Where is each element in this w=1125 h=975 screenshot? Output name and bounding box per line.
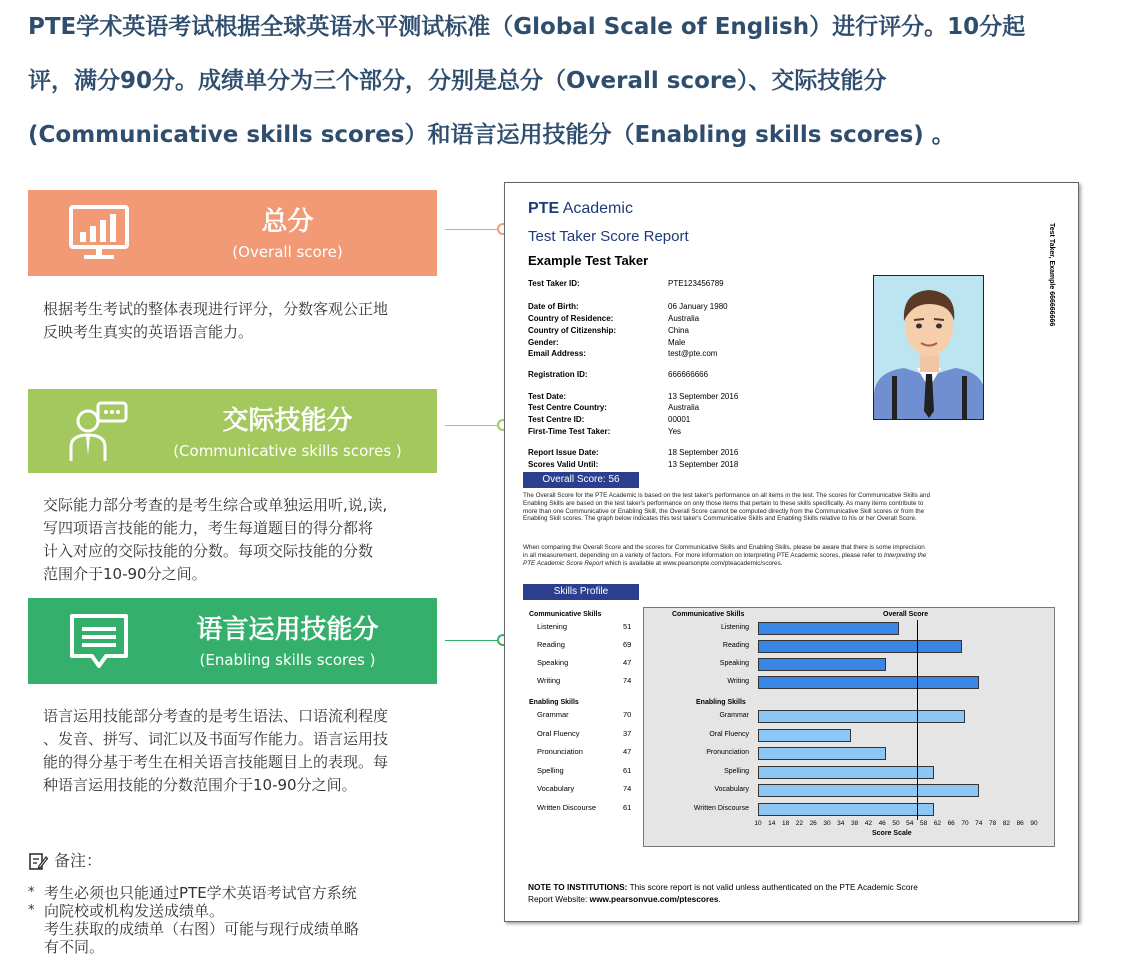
skill-score-row (523, 676, 641, 686)
axis-tick-label: 14 (768, 820, 776, 827)
bar-chart-monitor-icon (68, 202, 130, 264)
bullet-mark: * (28, 885, 35, 900)
footer-url: www.pearsonvue.com/ptescores (589, 894, 719, 904)
chart-scale-label: Score Scale (872, 830, 912, 837)
desc-line: 语言运用技能部分考查的是考生语法、口语流利程度 (43, 707, 389, 725)
axis-tick-label: 42 (864, 820, 872, 827)
intro-line-1: PTE学术英语考试根据全球英语水平测试标准（Global Scale of English）进行评分。10分起 (28, 14, 1026, 40)
report-brand (528, 200, 633, 218)
overall-score-paragraph: The Overall Score for the PTE Academic is based on the test taker's performance on all items in the test. The scores for Communicative Skills and Enabling Skills are based on the test taker's performance on only those items that pertain to these skills specifically. As many items contribute to more than one Communicative or Enabling Skill, the Overall Score cannot be computed directly from the Communicative Skill scores or from the Enabling Skill scores. The graph below indicates this test taker's Communicative Skills and Enabling Skills relative to his or her Overall Score. (523, 492, 931, 523)
chart-category-label: Writing (727, 678, 749, 685)
chart-category-label: Pronunciation (706, 749, 749, 756)
skill-score: 70 (623, 710, 632, 719)
field-value: 13 September 2016 (668, 392, 739, 401)
communicative-skills-card (28, 389, 437, 473)
card-title: 语言运用技能分 (196, 615, 379, 645)
axis-tick-label: 54 (906, 820, 914, 827)
skill-score-row (523, 784, 641, 794)
skills-chart (643, 607, 1055, 847)
field-label: Report Issue Date: (528, 448, 599, 457)
report-field-row (528, 325, 858, 336)
note-line: 考生必须也只能通过PTE学术英语考试官方系统 (44, 884, 357, 902)
field-value: 666666666 (668, 370, 709, 379)
axis-tick-label: 50 (892, 820, 900, 827)
field-value: test@pte.com (668, 349, 718, 358)
field-value: Yes (668, 427, 682, 436)
brand-bold: PTE (528, 200, 560, 217)
axis-tick-label: 10 (754, 820, 762, 827)
skill-score-row (523, 803, 641, 813)
axis-tick-label: 46 (878, 820, 886, 827)
card-title: 交际技能分 (222, 406, 353, 436)
chart-bar (758, 729, 851, 742)
notes-heading-row (28, 850, 438, 872)
para-text: which is available at www.pearsonpte.com/pteacademic/scores. (603, 559, 783, 567)
note-line: 有不同。 (44, 938, 105, 956)
field-label: Scores Valid Until: (528, 460, 599, 469)
field-label: Test Centre ID: (528, 415, 585, 424)
field-value: 13 September 2018 (668, 460, 739, 469)
overall-score-label: Overall Score: 56 (523, 472, 639, 488)
chart-category-label: Grammar (719, 712, 749, 719)
vertical-id-text: Test Taker, Example 666666666 (1048, 223, 1055, 327)
skill-name: Listening (537, 622, 568, 631)
desc-line: 、发音、拼写、词汇以及书面写作能力。语言运用技 (43, 730, 389, 748)
axis-tick-label: 34 (837, 820, 845, 827)
chart-category-label: Oral Fluency (709, 731, 749, 738)
footer-bold: NOTE TO INSTITUTIONS: (528, 882, 628, 892)
skill-score: 47 (623, 658, 632, 667)
field-value: China (668, 326, 689, 335)
enab-skills-heading: Enabling Skills (529, 699, 579, 706)
chart-bar (758, 784, 979, 797)
card-subtitle: (Overall score) (232, 243, 343, 261)
field-value: Australia (668, 314, 700, 323)
axis-tick-label: 82 (1002, 820, 1010, 827)
field-value: 18 September 2016 (668, 448, 739, 457)
skill-score: 61 (623, 803, 632, 812)
overall-score-line (917, 620, 919, 820)
footer-text: Report Website: (528, 894, 590, 904)
skill-score-row (523, 766, 641, 776)
field-label: Test Taker ID: (528, 279, 580, 288)
chart-overall-heading: Overall Score (883, 611, 929, 618)
field-label: Country of Citizenship: (528, 326, 616, 335)
communicative-skills-description (43, 494, 438, 586)
skill-score: 69 (623, 640, 632, 649)
enabling-skills-description (43, 705, 438, 797)
skill-name: Writing (537, 676, 561, 685)
skill-name: Pronunciation (537, 747, 583, 756)
connector-line (445, 229, 497, 230)
note-line: 考生获取的成绩单（右图）可能与现行成绩单略 (44, 920, 360, 938)
chart-bar (758, 640, 962, 653)
chart-comm-heading: Communicative Skills (672, 611, 745, 618)
score-report-document (504, 182, 1079, 922)
enabling-skills-card (28, 598, 437, 684)
axis-tick-label: 38 (850, 820, 859, 827)
desc-line: 根据考生考试的整体表现进行评分，分数客观公正地 (43, 300, 389, 318)
desc-line: 反映考生真实的英语语言能力。 (43, 323, 254, 341)
person-speech-icon (68, 401, 130, 463)
skill-score: 37 (623, 729, 632, 738)
report-field-row (528, 402, 858, 413)
report-subtitle: Test Taker Score Report (528, 228, 689, 245)
axis-tick-label: 90 (1030, 820, 1038, 827)
chart-category-label: Vocabulary (714, 786, 749, 793)
field-label: Registration ID: (528, 370, 588, 379)
field-label: Test Centre Country: (528, 403, 607, 412)
skill-score-row (523, 710, 641, 720)
field-value: Australia (668, 403, 700, 412)
chart-category-label: Spelling (724, 768, 749, 775)
comm-skills-heading: Communicative Skills (529, 611, 602, 618)
report-field-row (528, 278, 858, 289)
report-field-row (528, 337, 858, 348)
para-text: When comparing the Overall Score and the scores for Communicative Skills and Enabling Skills, please be aware that there is some imprecision in all measurement, depending on a variety of factors. For more information on interpreting PTE Academic scores, please refer to (523, 544, 925, 559)
axis-tick-label: 86 (1016, 820, 1024, 827)
notes-heading: 备注： (54, 851, 103, 870)
axis-tick-label: 30 (823, 820, 831, 827)
report-field-row (528, 414, 858, 425)
desc-line: 交际能力部分考查的是考生综合或单独运用听,说,读, (43, 496, 388, 514)
report-field-row (528, 426, 858, 437)
skill-score: 51 (623, 622, 632, 631)
avatar (874, 276, 984, 420)
chart-category-label: Listening (720, 624, 749, 631)
bullet-mark: * (28, 903, 35, 918)
field-label: Country of Residence: (528, 314, 614, 323)
report-field-row (528, 348, 858, 359)
skill-score: 74 (623, 784, 632, 793)
axis-tick-label: 78 (988, 820, 997, 827)
field-value: PTE123456789 (668, 279, 724, 288)
field-label: First-Time Test Taker: (528, 427, 611, 436)
axis-tick-label: 22 (795, 820, 803, 827)
skill-name: Grammar (537, 710, 569, 719)
skill-score-row (523, 658, 641, 668)
chart-bar (758, 747, 886, 760)
report-footer (528, 881, 1028, 905)
axis-tick-label: 58 (919, 820, 928, 827)
field-value: 00001 (668, 415, 691, 424)
skill-score-row (523, 747, 641, 757)
desc-line: 计入对应的交际技能的分数。每项交际技能的分数 (43, 542, 374, 560)
chart-bar (758, 658, 886, 671)
notes-body (28, 884, 438, 956)
axis-tick-label: 74 (975, 820, 983, 827)
skill-name: Written Discourse (537, 803, 597, 812)
chart-category-label: Reading (722, 642, 749, 649)
skill-score-row (523, 622, 641, 632)
edit-note-icon (28, 851, 48, 871)
desc-line: 范围介于10-90分之间。 (43, 565, 207, 583)
field-label: Test Date: (528, 392, 567, 401)
field-label: Email Address: (528, 349, 586, 358)
desc-line: 能的得分基于考生在相关语言技能题目上的表现。每 (43, 753, 389, 771)
report-field-row (528, 459, 858, 470)
skill-score-row (523, 640, 641, 650)
note-line: 向院校或机构发送成绩单。 (44, 902, 225, 920)
skill-score: 74 (623, 676, 632, 685)
desc-line: 写四项语言技能的能力，考生每道题目的得分都将 (43, 519, 374, 537)
comparison-paragraph (523, 544, 931, 567)
field-label: Gender: (528, 338, 559, 347)
para-italic: Interpreting the PTE Academic Score Report (523, 551, 927, 567)
skill-name: Reading (537, 640, 565, 649)
skill-name: Vocabulary (537, 784, 575, 793)
skill-score-row (523, 729, 641, 739)
report-field-row (528, 391, 858, 402)
chart-category-label: Speaking (719, 660, 749, 667)
test-taker-photo (873, 275, 984, 420)
report-field-row (528, 369, 858, 380)
skills-profile-label: Skills Profile (523, 584, 639, 600)
axis-tick-label: 70 (961, 820, 969, 827)
intro-text (28, 0, 1098, 162)
skill-name: Spelling (537, 766, 564, 775)
chart-bar (758, 803, 934, 816)
chart-category-label: Written Discourse (693, 805, 749, 812)
skill-name: Oral Fluency (537, 729, 580, 738)
skill-score: 61 (623, 766, 632, 775)
card-title: 总分 (261, 207, 314, 237)
axis-tick-label: 66 (947, 820, 955, 827)
overall-score-card (28, 190, 437, 276)
desc-line: 种语言运用技能的分数范围介于10-90分之间。 (43, 776, 357, 794)
brand-rest: Academic (559, 200, 633, 217)
chart-bar (758, 710, 965, 723)
report-field-row (528, 447, 858, 458)
card-subtitle: (Enabling skills scores ) (199, 651, 376, 669)
field-label: Date of Birth: (528, 302, 579, 311)
chart-bar (758, 622, 899, 635)
chart-bar (758, 676, 979, 689)
chart-bar (758, 766, 934, 779)
axis-tick-label: 18 (781, 820, 790, 827)
skill-score: 47 (623, 747, 632, 756)
intro-line-2: 评，满分90分。成绩单分为三个部分，分别是总分（Overall score）、交际技能分 (28, 68, 887, 94)
axis-tick-label: 26 (809, 820, 817, 827)
card-subtitle: (Communicative skills scores ) (173, 442, 402, 460)
footer-text: . (718, 894, 721, 904)
notes-section (28, 850, 438, 956)
message-icon (68, 610, 130, 672)
test-taker-name: Example Test Taker (528, 253, 649, 268)
connector-line (445, 640, 497, 641)
connector-line (445, 425, 497, 426)
intro-line-3: (Communicative skills scores）和语言运用技能分（Enabling skills scores) 。 (28, 122, 955, 148)
footer-text: This score report is not valid unless authenticated on the PTE Academic Score (627, 882, 918, 892)
skill-name: Speaking (537, 658, 569, 667)
chart-enab-heading: Enabling Skills (696, 699, 746, 706)
field-value: 06 January 1980 (668, 302, 728, 311)
overall-score-description (43, 298, 438, 344)
field-value: Male (668, 338, 686, 347)
axis-tick-label: 62 (933, 820, 941, 827)
report-field-row (528, 301, 858, 312)
report-field-row (528, 313, 858, 324)
